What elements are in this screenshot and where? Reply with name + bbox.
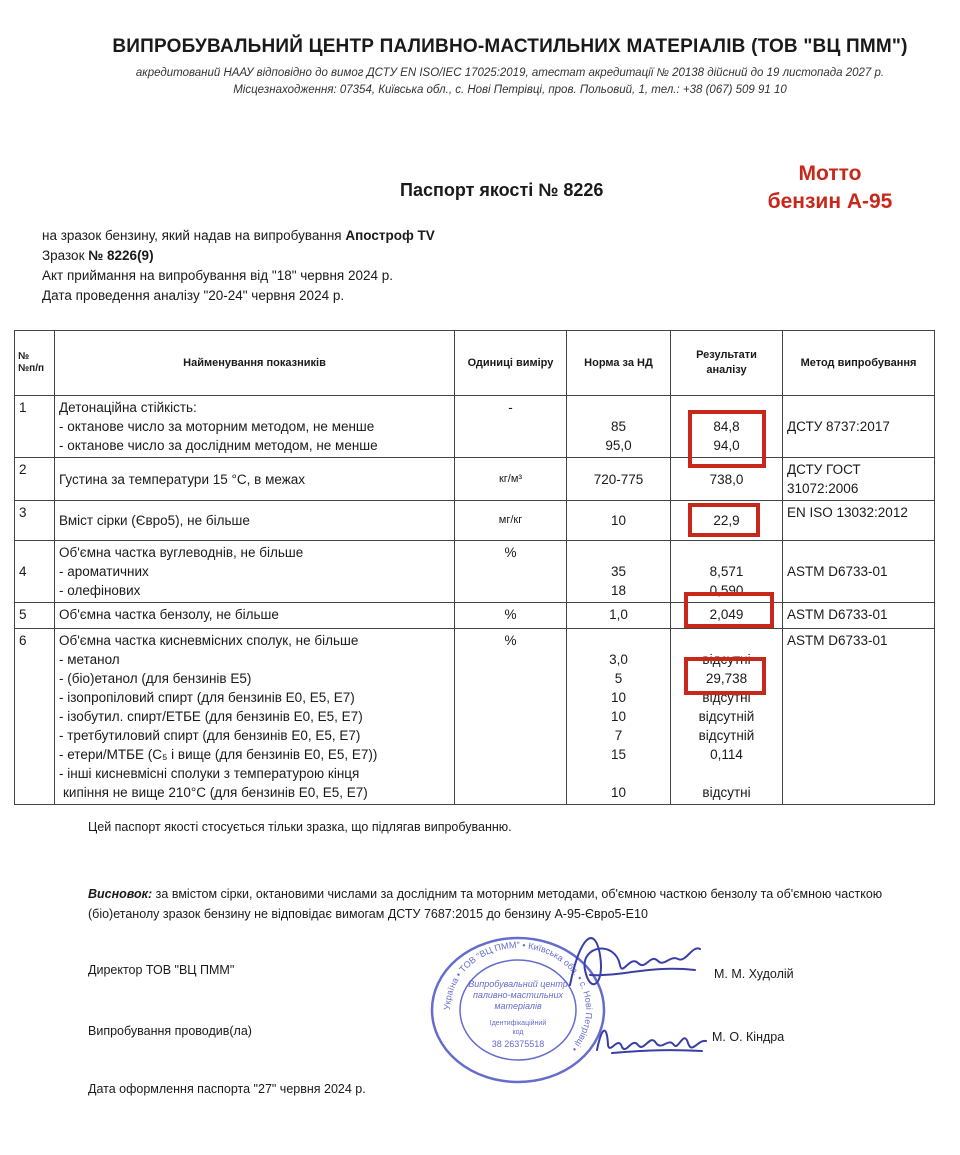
row-unit: %: [455, 629, 567, 805]
row-norm: [567, 629, 671, 805]
row-name: Вміст сірки (Євро5), не більше: [55, 501, 455, 541]
row-unit: -: [455, 396, 567, 458]
highlight-ethanol-box: [684, 657, 766, 695]
row-unit: %: [455, 603, 567, 629]
sub-norm: 7: [614, 728, 623, 743]
sub-result: відсутній: [698, 728, 755, 743]
sub-result: 84,8: [713, 419, 740, 434]
highlight-benzene-box: [684, 592, 774, 628]
row-num: 6: [15, 629, 55, 805]
sub-item: - ізопропіловий спирт (для бензинів Е0, Е5, Е7): [59, 690, 355, 705]
sub-result: 0,114: [710, 747, 743, 762]
issue-date: Дата оформлення паспорта "27" червня 2024 р.: [88, 1082, 366, 1096]
sample-number-prefix: Зразок: [42, 248, 89, 263]
row-unit: мг/кг: [455, 501, 567, 541]
sample-client: Апостроф TV: [345, 228, 435, 243]
sub-norm: 85: [610, 419, 627, 434]
col-header-norm: Норма за НД: [567, 331, 671, 396]
sub-result: відсутні: [702, 690, 751, 705]
acceptance-act: Акт приймання на випробування від "18" червня 2024 р.: [42, 268, 394, 283]
row-name: [55, 396, 455, 458]
table-row: [15, 501, 935, 541]
row-unit: %: [455, 541, 567, 603]
brand-name: Мотто: [798, 162, 862, 185]
sub-item: - третбутиловий спирт (для бензинів Е0, Е5, Е7): [59, 728, 361, 743]
sample-line: [42, 228, 435, 243]
col-header-result: Результати аналізу: [671, 331, 783, 396]
sample-number-line: [42, 248, 154, 263]
sub-item: - ізобутил. спирт/ЕТБЕ (для бензинів Е0, Е5, Е7): [59, 709, 363, 724]
tester-label: Випробування проводив(ла): [88, 1024, 252, 1038]
sub-item: - олефінових: [59, 583, 141, 598]
sub-norm: 10: [610, 690, 627, 705]
row-norm: 720-775: [567, 458, 671, 501]
sub-norm: 18: [610, 583, 627, 598]
stamp-line2: паливно-мастильних: [472, 990, 564, 1000]
table-row: [15, 396, 935, 458]
row-num: 2: [15, 458, 55, 501]
col-header-method: Метод випробування: [783, 331, 935, 396]
col-header-unit: Одиниці виміру: [455, 331, 567, 396]
address-line: Місцезнаходження: 07354, Київська обл., с. Нові Петрівці, пров. Польовий, 1, тел.: +38 (067) 509 91 10: [233, 84, 787, 96]
sub-item: - інші кисневмісні сполуки з температурою кінця: [59, 766, 360, 781]
row-name: Густина за температури 15 °С, в межах: [55, 458, 455, 501]
sub-norm: 95,0: [605, 438, 632, 453]
sub-item: - метанол: [59, 652, 120, 667]
stamp-line1: Випробувальний центр: [468, 979, 568, 989]
row-title: Детонаційна стійкість:: [59, 400, 197, 415]
sub-item: - етери/МТБЕ (С₅ і вище (для бензинів Е0, Е5, Е7)): [59, 747, 378, 762]
conclusion-label: Висновок:: [88, 887, 153, 901]
lab-title: ВИПРОБУВАЛЬНИЙ ЦЕНТР ПАЛИВНО-МАСТИЛЬНИХ МАТЕРІАЛІВ (ТОВ "ВЦ ПММ"): [112, 36, 908, 57]
sub-norm: 35: [610, 564, 627, 579]
sub-result: 0,590: [709, 583, 744, 598]
col-header-num: № №п/п: [15, 331, 55, 396]
row-method: ДСТУ ГОСТ 31072:2006: [783, 458, 935, 501]
quality-table: [14, 330, 935, 805]
sample-number: № 8226(9): [88, 248, 154, 263]
accreditation-line: акредитований НААУ відповідно до вимог ДСТУ EN ISO/IEC 17025:2019, атестат акредитації № 20138 дійсний до 19 листопада 2027 р.: [135, 67, 885, 79]
highlight-sulfur-box: [688, 503, 760, 537]
row-norm: 10: [567, 501, 671, 541]
row-norm: 1,0: [567, 603, 671, 629]
col-header-name: Найменування показників: [55, 331, 455, 396]
row-method: ASTM D6733-01: [783, 603, 935, 629]
sub-item: - (біо)етанол (для бензинів Е5): [59, 671, 252, 686]
stamp-line3: матеріалів: [494, 1001, 542, 1011]
row-name: Об'ємна частка бензолу, не більше: [55, 603, 455, 629]
tester-name: М. О. Кіндра: [712, 1030, 785, 1044]
director-name: М. М. Худолій: [714, 967, 794, 981]
sub-norm: 3,0: [609, 652, 628, 667]
row-num: 1: [15, 396, 55, 458]
sub-norm: 5: [614, 671, 623, 686]
sub-result: відсутні: [702, 785, 751, 800]
sub-result: відсутній: [698, 709, 755, 724]
sub-item: - октанове число за дослідним методом, не менше: [59, 438, 378, 453]
sub-item: - октанове число за моторним методом, не менше: [59, 419, 375, 434]
table-row: [15, 629, 935, 805]
sub-result: 8,571: [709, 564, 744, 579]
conclusion: [88, 884, 908, 924]
table-row: [15, 603, 935, 629]
sub-item: - ароматичних: [59, 564, 149, 579]
row-num: 4: [15, 541, 55, 603]
stamp-code: 38 26375518: [491, 1039, 545, 1049]
sub-result: 94,0: [713, 438, 740, 453]
table-header-row: [15, 331, 935, 396]
brand-product: бензин А-95: [767, 190, 893, 213]
sub-result: 29,738: [705, 671, 748, 686]
tester-signature: [592, 1015, 712, 1065]
row-title: Об'ємна частка кисневмісних сполук, не більше: [59, 633, 359, 648]
row-name: [55, 629, 455, 805]
row-norm: [567, 396, 671, 458]
conclusion-text: за вмістом сірки, октановими числами за дослідним та моторним методами, об'ємною часткою бензолу та об'ємною часткою (біо)етанолу зразок бензину не відповідає вимогам ДСТУ 7687:2015 до бензину А-95-Євро5-Е10: [88, 887, 883, 921]
validity-note: Цей паспорт якості стосується тільки зразка, що підлягав випробуванню.: [88, 820, 512, 834]
brand-annotation: [740, 160, 920, 216]
sub-result: відсутні: [702, 652, 751, 667]
analysis-date: Дата проведення аналізу "20-24" червня 2024 р.: [42, 288, 345, 303]
table-row: [15, 541, 935, 603]
row-result: [671, 629, 783, 805]
row-unit: кг/м³: [455, 458, 567, 501]
row-num: 5: [15, 603, 55, 629]
sub-norm: 15: [610, 747, 627, 762]
stamp-ring-text: Україна • ТОВ "ВЦ ПММ" • Київська обл. • с. Нові Петрівці •: [441, 939, 595, 1054]
sub-norm: 10: [610, 709, 627, 724]
row-title: Об'ємна частка вуглеводнів, не більше: [59, 545, 304, 560]
sub-norm: 10: [610, 785, 627, 800]
table-row: [15, 458, 935, 501]
row-name: [55, 541, 455, 603]
row-method: [783, 396, 935, 458]
director-label: Директор ТОВ "ВЦ ПММ": [88, 963, 235, 977]
row-norm: [567, 541, 671, 603]
row-result: 738,0: [671, 458, 783, 501]
row-method: ASTM D6733-01: [783, 541, 935, 603]
director-signature: [560, 915, 710, 1005]
row-method: ASTM D6733-01: [783, 629, 935, 805]
passport-title: Паспорт якості № 8226: [400, 180, 604, 200]
highlight-octane-box: [688, 410, 766, 468]
row-num: 3: [15, 501, 55, 541]
row-method: EN ISO 13032:2012: [783, 501, 935, 541]
row-result: 2,049: [671, 603, 783, 629]
sample-prefix: на зразок бензину, який надав на випробування: [42, 228, 346, 243]
sub-item: кипіння не вище 210°С (для бензинів Е0, Е5, Е7): [63, 785, 368, 800]
method-text: ДСТУ 8737:2017: [787, 419, 890, 434]
stamp-line4: Ідентифікаційний: [489, 1020, 547, 1027]
row-result: 22,9: [671, 501, 783, 541]
stamp-line5: код: [512, 1029, 524, 1036]
